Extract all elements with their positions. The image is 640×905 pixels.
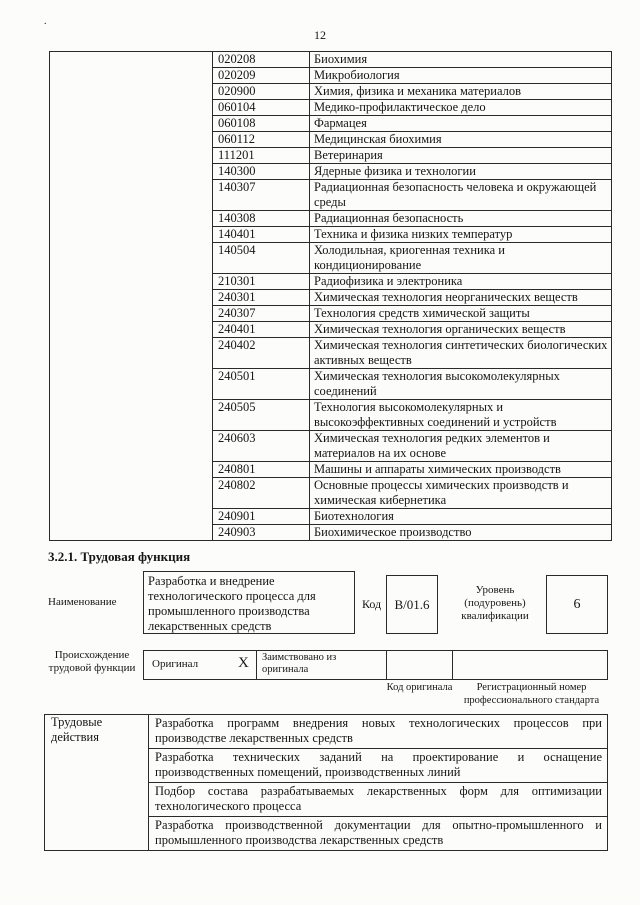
original-mark: X	[238, 655, 249, 671]
labor-actions-label: Трудовые действия	[45, 715, 149, 851]
specialty-code: 140504	[213, 243, 310, 274]
reg-number-cell	[452, 650, 608, 680]
specialties-table	[49, 51, 612, 541]
specialty-code: 060104	[213, 100, 310, 116]
specialty-name: Химическая технология органических веществ	[310, 322, 612, 338]
original-code-caption: Код оригинала	[386, 682, 453, 693]
level-label: Уровень (подуровень) квалификации	[461, 584, 529, 622]
empty-column-cell	[50, 52, 213, 541]
section-title: 3.2.1. Трудовая функция	[48, 549, 191, 564]
labor-action: Разработка технических заданий на проектирование и оснащение производственных помещений, производственных линий	[149, 749, 608, 783]
specialty-name: Биохимическое производство	[310, 525, 612, 541]
specialty-name: Химическая технология высокомолекулярных соединений	[310, 369, 612, 400]
specialty-code: 240307	[213, 306, 310, 322]
specialty-name: Медико-профилактическое дело	[310, 100, 612, 116]
name-label: Наименование	[48, 596, 117, 608]
function-name: Разработка и внедрение технологического процесса для промышленного производства лекарственных средств	[143, 571, 355, 634]
specialty-code: 060108	[213, 116, 310, 132]
specialty-name: Химическая технология редких элементов и материалов на их основе	[310, 431, 612, 462]
labor-action-row	[45, 715, 608, 749]
specialty-name: Машины и аппараты химических производств	[310, 462, 612, 478]
specialty-code: 140300	[213, 164, 310, 180]
labor-actions-table	[44, 714, 608, 851]
specialty-code: 240501	[213, 369, 310, 400]
original-code-cell	[386, 650, 453, 680]
specialty-name: Химическая технология синтетических биологических активных веществ	[310, 338, 612, 369]
page-mark: .	[44, 16, 47, 27]
original-label: Оригинал	[152, 658, 199, 670]
specialty-name: Медицинская биохимия	[310, 132, 612, 148]
labor-action: Разработка программ внедрения новых технологических процессов при производстве лекарственных средств	[149, 715, 608, 749]
specialty-name: Радиационная безопасность	[310, 211, 612, 227]
labor-action: Подбор состава разрабатываемых лекарственных форм для оптимизации технологического процесса	[149, 783, 608, 817]
specialty-code: 210301	[213, 274, 310, 290]
specialty-code: 111201	[213, 148, 310, 164]
qualification-level: 6	[546, 575, 608, 634]
specialty-name: Радиофизика и электроника	[310, 274, 612, 290]
function-code: B/01.6	[386, 575, 438, 634]
specialty-name: Химическая технология неорганических веществ	[310, 290, 612, 306]
specialty-name: Холодильная, криогенная техника и кондиционирование	[310, 243, 612, 274]
specialty-name: Биотехнология	[310, 509, 612, 525]
specialty-row	[50, 52, 612, 68]
specialty-name: Ядерные физика и технологии	[310, 164, 612, 180]
specialty-code: 140308	[213, 211, 310, 227]
specialty-name: Химия, физика и механика материалов	[310, 84, 612, 100]
code-label: Код	[362, 597, 382, 611]
specialty-code: 020208	[213, 52, 310, 68]
specialty-code: 140307	[213, 180, 310, 211]
specialty-code: 240401	[213, 322, 310, 338]
specialty-name: Технология средств химической защиты	[310, 306, 612, 322]
specialty-code: 240801	[213, 462, 310, 478]
specialty-name: Технология высокомолекулярных и высокоэффективных соединений и устройств	[310, 400, 612, 431]
reg-number-caption: Регистрационный номер профессионального стандарта	[463, 682, 600, 706]
specialty-code: 240402	[213, 338, 310, 369]
specialty-code: 240603	[213, 431, 310, 462]
specialty-name: Фармацея	[310, 116, 612, 132]
specialty-name: Радиационная безопасность человека и окружающей среды	[310, 180, 612, 211]
specialty-code: 020209	[213, 68, 310, 84]
page-number: 12	[314, 28, 326, 42]
specialty-code: 240903	[213, 525, 310, 541]
specialty-name: Техника и физика низких температур	[310, 227, 612, 243]
specialty-name: Основные процессы химических производств и химическая кибернетика	[310, 478, 612, 509]
labor-action: Разработка производственной документации для опытно-промышленного и промышленного производства лекарственных средств	[149, 817, 608, 851]
specialty-code: 240505	[213, 400, 310, 431]
specialty-code: 240802	[213, 478, 310, 509]
specialty-name: Ветеринария	[310, 148, 612, 164]
borrowed-label: Заимствовано из оригинала	[256, 650, 387, 680]
specialty-code: 240901	[213, 509, 310, 525]
specialty-name: Биохимия	[310, 52, 612, 68]
specialty-code: 060112	[213, 132, 310, 148]
specialty-code: 140401	[213, 227, 310, 243]
original-cell	[143, 650, 257, 680]
specialty-code: 020900	[213, 84, 310, 100]
specialty-name: Микробиология	[310, 68, 612, 84]
specialty-code: 240301	[213, 290, 310, 306]
origin-label: Происхождение трудовой функции	[48, 649, 136, 674]
